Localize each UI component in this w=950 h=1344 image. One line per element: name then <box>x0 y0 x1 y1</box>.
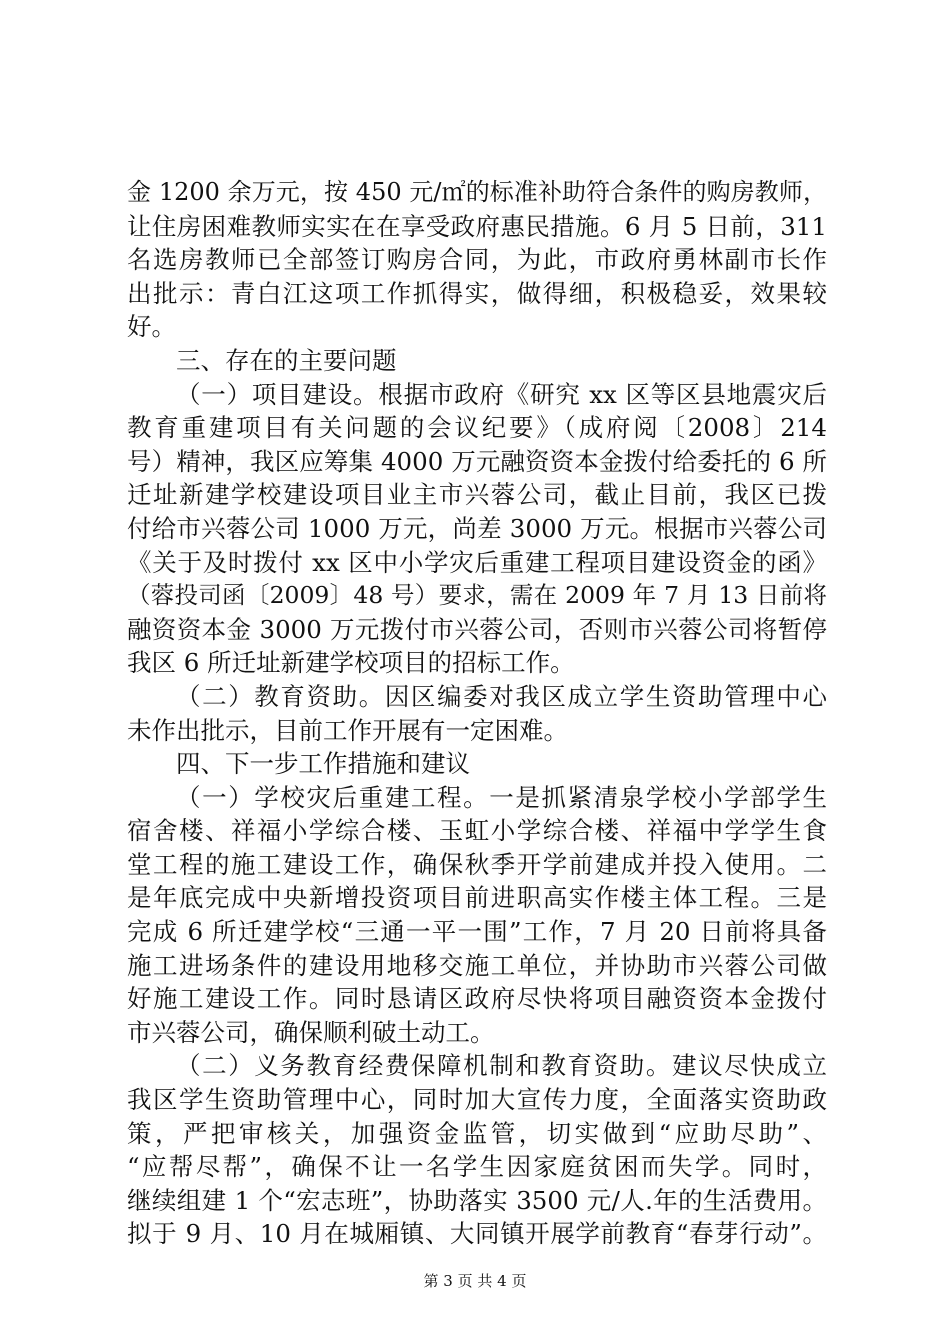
paragraph-line: “应帮尽帮”，确保不让一名学生因家庭贫困而失学。同时， <box>127 1152 827 1182</box>
paragraph-line: 名选房教师已全部签订购房合同，为此，市政府勇林副市长作 <box>127 245 827 275</box>
paragraph-line: 堂工程的施工建设工作，确保秋季开学前建成并投入使用。二 <box>127 849 827 879</box>
paragraph-line: 市兴蓉公司，确保顺利破土动工。 <box>127 1017 495 1047</box>
paragraph-line: 未作出批示，目前工作开展有一定困难。 <box>127 715 568 745</box>
paragraph-line: （蓉投司函〔2009〕48 号）要求，需在 2009 年 7 月 13 日前将 <box>127 581 827 610</box>
paragraph-line: 好施工建设工作。同时恳请区政府尽快将项目融资资本金拨付 <box>127 984 827 1014</box>
paragraph-line: （二）教育资助。因区编委对我区成立学生资助管理中心 <box>176 681 827 711</box>
paragraph-line: 是年底完成中央新增投资项目前进职高实作楼主体工程。三是 <box>127 883 827 913</box>
section-heading: 四、下一步工作措施和建议 <box>176 749 470 779</box>
paragraph-line: 我区 6 所迁址新建学校项目的招标工作。 <box>127 648 575 678</box>
section-heading: 三、存在的主要问题 <box>176 345 397 375</box>
paragraph-line: 我区学生资助管理中心，同时加大宣传力度，全面落实资助政 <box>127 1085 827 1115</box>
paragraph-line: 完成 6 所迁建学校“三通一平一围”工作，7 月 20 日前将具备 <box>127 917 827 947</box>
paragraph-line: 出批示：青白江这项工作抓得实，做得细，积极稳妥，效果较 <box>127 278 827 308</box>
paragraph-line: 施工进场条件的建设用地移交施工单位，并协助市兴蓉公司做 <box>127 950 827 980</box>
paragraph-line: 融资资本金 3000 万元拨付市兴蓉公司，否则市兴蓉公司将暂停 <box>127 614 827 644</box>
paragraph-line: 《关于及时拨付 xx 区中小学灾后重建工程项目建设资金的函》 <box>127 547 827 577</box>
paragraph-line: 拟于 9 月、10 月在城厢镇、大同镇开展学前教育“春芽行动”。 <box>127 1219 827 1249</box>
paragraph-line: （一）项目建设。根据市政府《研究 xx 区等区县地震灾后 <box>176 379 827 409</box>
paragraph-line: （二）义务教育经费保障机制和教育资助。建议尽快成立 <box>176 1051 827 1081</box>
paragraph-line: 号）精神，我区应筹集 4000 万元融资资本金拨付给委托的 6 所 <box>127 446 827 476</box>
paragraph-line: （一）学校灾后重建工程。一是抓紧清泉学校小学部学生 <box>176 782 827 812</box>
document-body <box>127 176 827 1251</box>
paragraph-line: 继续组建 1 个“宏志班”，协助落实 3500 元/人.年的生活费用。 <box>127 1185 827 1215</box>
paragraph-line: 金 1200 余万元，按 450 元/㎡的标准补助符合条件的购房教师， <box>127 178 827 206</box>
paragraph-line: 教育重建项目有关问题的会议纪要》（成府阅〔2008〕214 <box>127 413 827 443</box>
page-number-label: 第 3 页 共 4 页 <box>423 1272 527 1290</box>
page-footer <box>0 1271 950 1291</box>
paragraph-line: 付给市兴蓉公司 1000 万元，尚差 3000 万元。根据市兴蓉公司 <box>127 513 827 543</box>
paragraph-line: 迁址新建学校建设项目业主市兴蓉公司，截止目前，我区已拨 <box>127 480 827 510</box>
paragraph-line: 好。 <box>127 312 176 342</box>
paragraph-line: 策，严把审核关，加强资金监管，切实做到“应助尽助”、 <box>127 1118 827 1148</box>
paragraph-line: 宿舍楼、祥福小学综合楼、玉虹小学综合楼、祥福中学学生食 <box>127 816 827 846</box>
paragraph-line: 让住房困难教师实实在在享受政府惠民措施。6 月 5 日前，311 <box>127 211 827 241</box>
